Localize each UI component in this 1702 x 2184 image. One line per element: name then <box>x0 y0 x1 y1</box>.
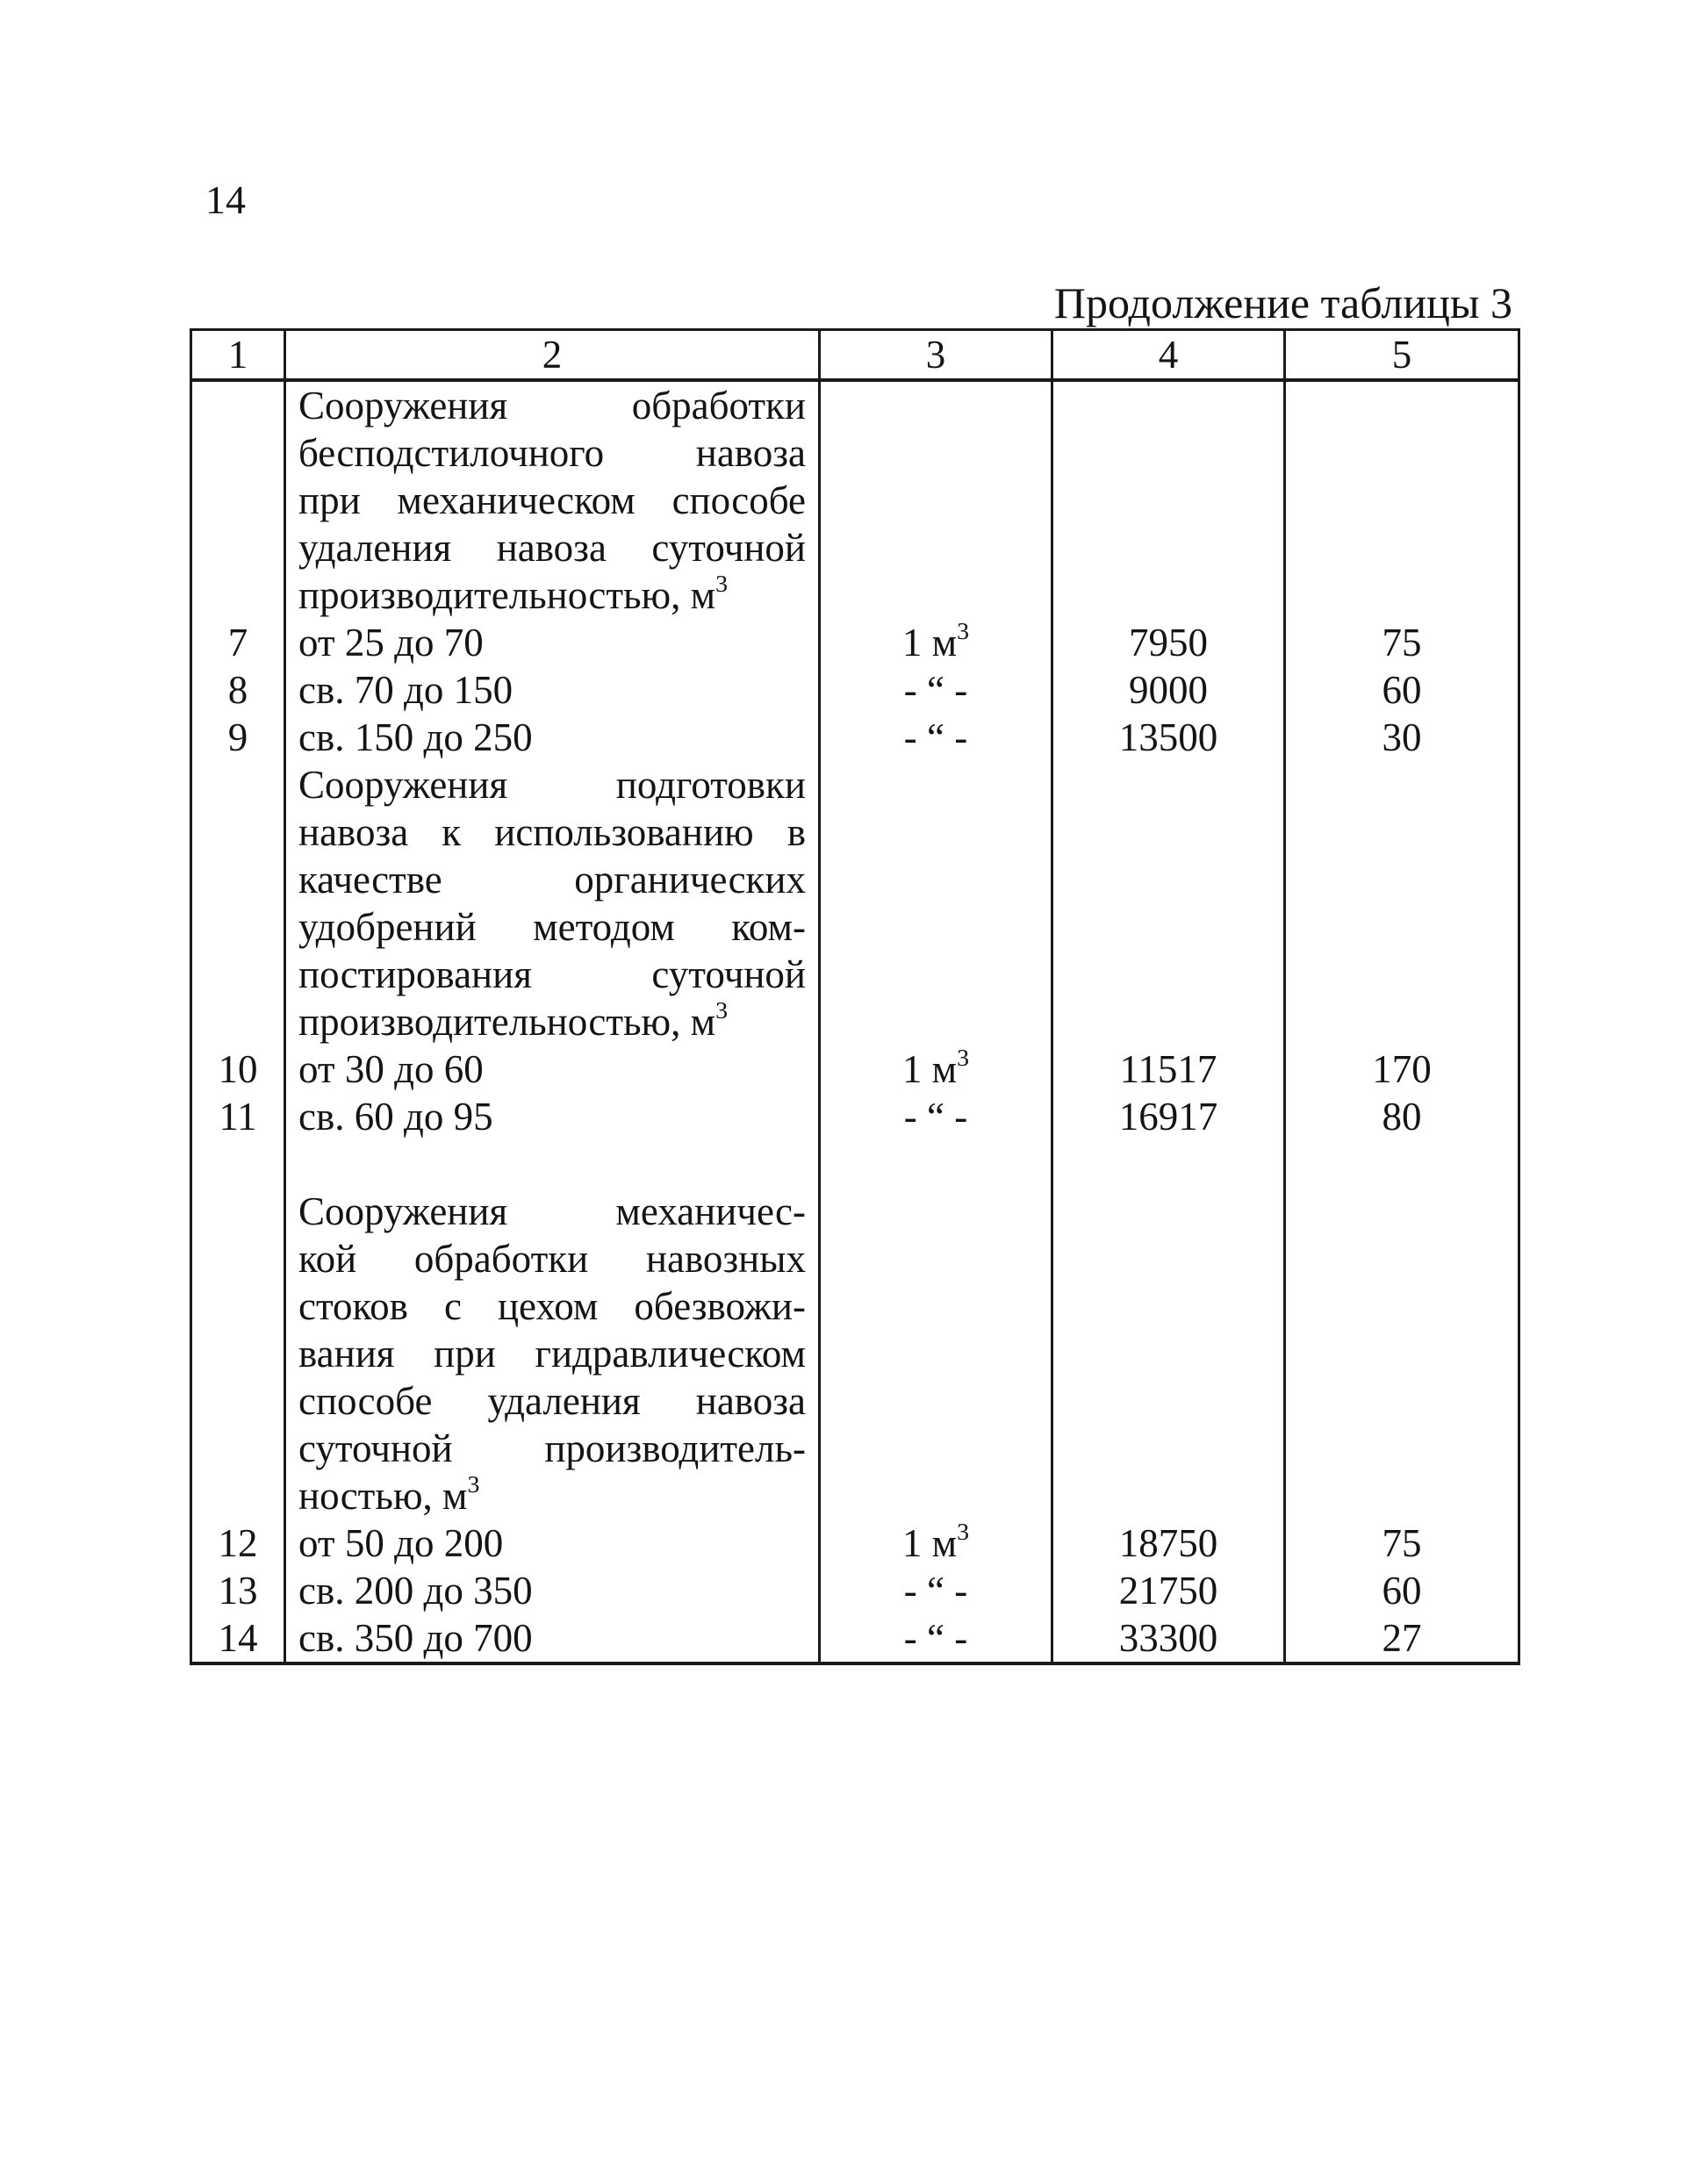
section-heading-row <box>191 380 1519 619</box>
table-row <box>191 619 1519 666</box>
section-heading <box>285 380 820 619</box>
heading-line: при механическом способе <box>298 478 806 522</box>
table-row <box>191 1614 1519 1663</box>
row-value: 7950 <box>1052 619 1285 666</box>
column-header-5: 5 <box>1285 330 1519 381</box>
row-unit: - “ - <box>820 1614 1052 1663</box>
heading-line: кой обработки навозных <box>298 1237 806 1281</box>
row-col5: 80 <box>1285 1093 1519 1140</box>
column-header-2: 2 <box>285 330 820 381</box>
table-row <box>191 1093 1519 1140</box>
row-unit: 1 $м^3$ <box>820 619 1052 666</box>
table-caption: Продолжение таблицы 3 <box>1053 278 1512 327</box>
table-row <box>191 1045 1519 1093</box>
column-header-4: 4 <box>1052 330 1285 381</box>
row-col5: 60 <box>1285 1567 1519 1614</box>
row-number: 8 <box>191 666 285 714</box>
column-header-1: 1 <box>191 330 285 381</box>
row-value: 9000 <box>1052 666 1285 714</box>
heading-line: бесподстилочного навоза <box>298 431 806 475</box>
heading-line: удаления навоза суточной <box>298 526 806 570</box>
heading-line: Сооружения механичес- <box>298 1189 806 1233</box>
row-number: 14 <box>191 1614 285 1663</box>
row-number: 11 <box>191 1093 285 1140</box>
row-range: св. 150 до 250 <box>285 714 820 761</box>
row-col5: 75 <box>1285 619 1519 666</box>
row-unit: 1 $м^3$ <box>820 1519 1052 1567</box>
row-unit: 1 $м^3$ <box>820 1045 1052 1093</box>
table-row <box>191 714 1519 761</box>
row-unit: - “ - <box>820 714 1052 761</box>
row-number: 7 <box>191 619 285 666</box>
heading-line: Сооружения обработки <box>298 384 806 427</box>
heading-line: производительностью, $м^3$ <box>298 571 729 617</box>
row-unit: - “ - <box>820 1093 1052 1140</box>
row-unit: - “ - <box>820 1567 1052 1614</box>
row-col5: 170 <box>1285 1045 1519 1093</box>
heading-line: удобрений методом ком- <box>298 905 806 949</box>
heading-line: способе удаления навоза <box>298 1379 806 1423</box>
heading-line: качестве органических <box>298 858 806 902</box>
table-header-row <box>191 330 1519 381</box>
row-number: 9 <box>191 714 285 761</box>
section-heading <box>285 1188 820 1519</box>
row-range: св. 60 до 95 <box>285 1093 820 1140</box>
row-number: 13 <box>191 1567 285 1614</box>
column-header-3: 3 <box>820 330 1052 381</box>
heading-line: Сооружения подготовки <box>298 763 806 807</box>
row-range: св. 350 до 700 <box>285 1614 820 1663</box>
row-col5: 27 <box>1285 1614 1519 1663</box>
page-number: 14 <box>205 177 246 222</box>
heading-line: навоза к использованию в <box>298 810 806 854</box>
heading-line: производительностью, $м^3$ <box>298 997 729 1044</box>
heading-line: суточной производитель- <box>298 1426 806 1470</box>
spacer-row <box>191 1140 1519 1188</box>
row-range: св. 200 до 350 <box>285 1567 820 1614</box>
section-heading-row <box>191 1188 1519 1519</box>
row-unit: - “ - <box>820 666 1052 714</box>
heading-line: постирования суточной <box>298 952 806 996</box>
row-value: 21750 <box>1052 1567 1285 1614</box>
section-heading <box>285 761 820 1045</box>
table-row <box>191 1567 1519 1614</box>
row-value: 13500 <box>1052 714 1285 761</box>
section-heading-row <box>191 761 1519 1045</box>
row-range: от 25 до 70 <box>285 619 820 666</box>
heading-line: ностью, $м^3$ <box>298 1471 480 1518</box>
row-col5: 75 <box>1285 1519 1519 1567</box>
row-range: св. 70 до 150 <box>285 666 820 714</box>
row-value: 33300 <box>1052 1614 1285 1663</box>
heading-line: вания при гидравлическом <box>298 1332 806 1376</box>
row-number: 10 <box>191 1045 285 1093</box>
table-row <box>191 1519 1519 1567</box>
heading-line: стоков с цехом обезвожи- <box>298 1284 806 1328</box>
row-value: 18750 <box>1052 1519 1285 1567</box>
row-col5: 60 <box>1285 666 1519 714</box>
row-range: от 30 до 60 <box>285 1045 820 1093</box>
row-value: 16917 <box>1052 1093 1285 1140</box>
table-row <box>191 666 1519 714</box>
row-value: 11517 <box>1052 1045 1285 1093</box>
data-table <box>190 328 1520 1665</box>
row-col5: 30 <box>1285 714 1519 761</box>
row-range: от 50 до 200 <box>285 1519 820 1567</box>
row-number: 12 <box>191 1519 285 1567</box>
